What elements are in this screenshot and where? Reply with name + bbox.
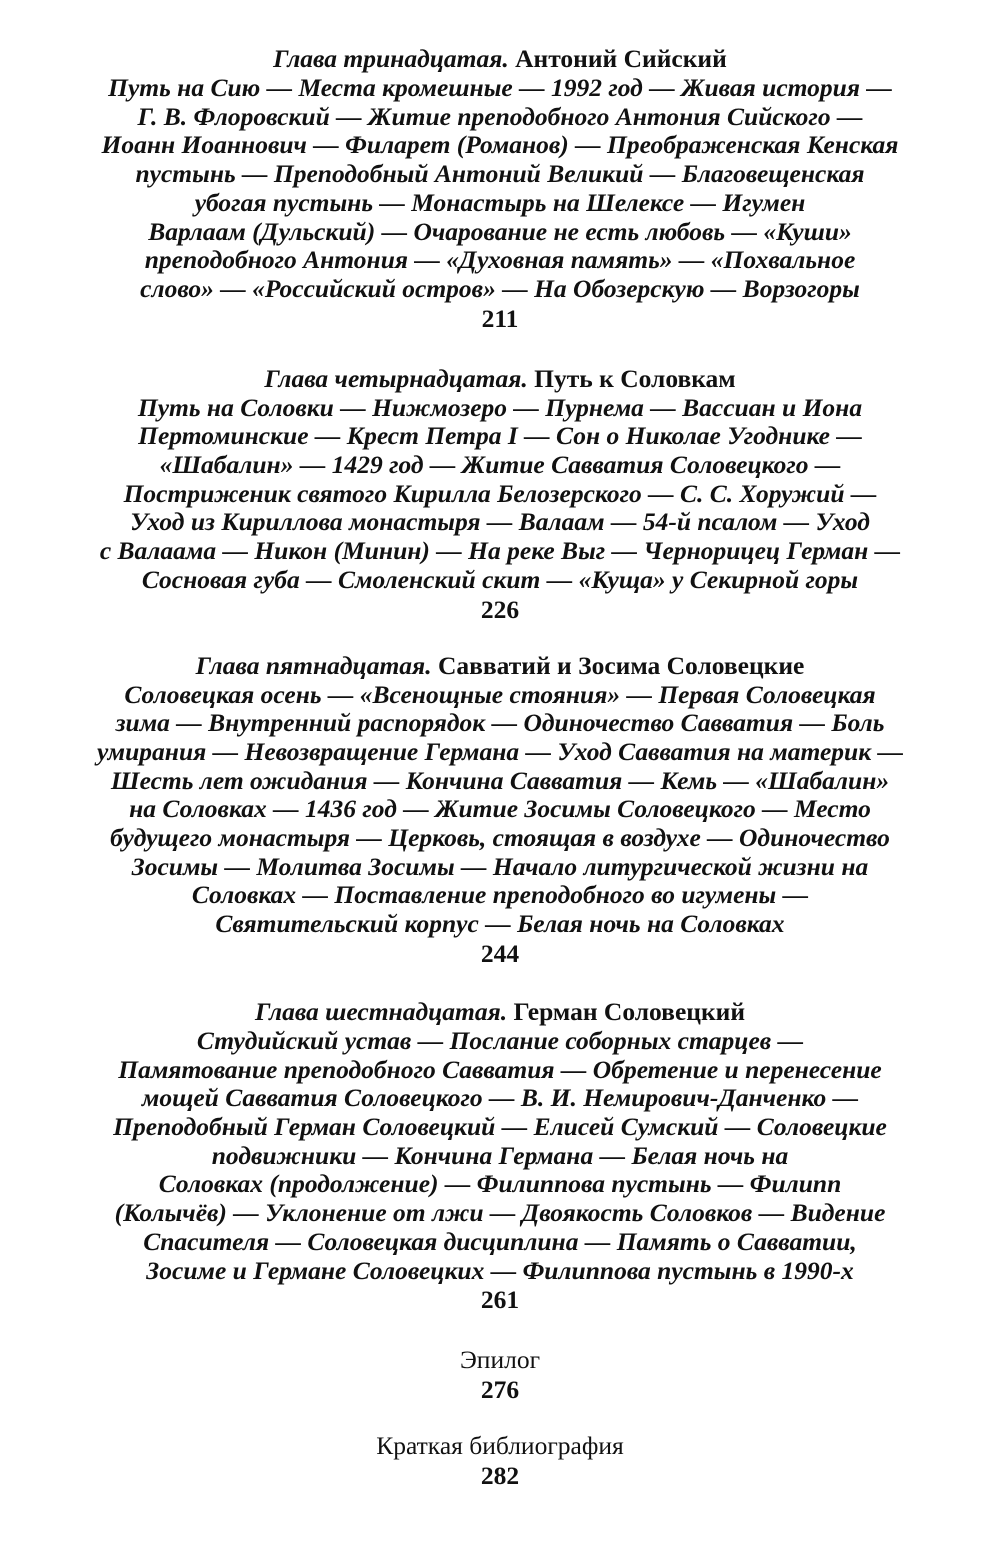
summary-line: Постриженик святого Кирилла Белозерского — С. С. Хоружий — (123, 478, 877, 508)
summary-line: Соловках (продолжение) — Филиппова пустынь — Филипп (158, 1169, 842, 1199)
summary-line: Студийский устав — Послание соборных старцев — (196, 1025, 804, 1055)
page-number: 211 (481, 303, 519, 333)
chapter-heading (50, 44, 950, 74)
summary-line: Иоанн Иоаннович — Филарет (Романов) — Преображенская Кенская (101, 130, 899, 160)
chapter-heading (50, 364, 950, 394)
summary-line: Спасителя — Соловецкая дисциплина — Память о Савватии, (143, 1226, 857, 1256)
chapter-heading (50, 651, 950, 681)
page-number: 282 (480, 1461, 520, 1491)
summary-line: с Валаама — Никон (Минин) — На реке Выг — Чернорицец Герман — (99, 536, 901, 566)
chapter-title: Герман Соловецкий (513, 996, 746, 1026)
summary-line: «Шабалин» — 1429 год — Житие Савватия Соловецкого — (159, 450, 841, 480)
summary-line: убогая пустынь — Монастырь на Шелексе — Игумен (194, 187, 806, 217)
summary-line: Зосимы — Молитва Зосимы — Начало литургической жизни на (131, 851, 869, 881)
chapter-label: Глава тринадцатая. (273, 44, 509, 73)
summary-line: Шесть лет ожидания — Кончина Савватия — Кемь — «Шабалин» (110, 765, 890, 795)
summary-line: Варлаам (Дульский) — Очарование не есть любовь — «Куши» (148, 216, 852, 246)
bibliography-title: Краткая библиография (376, 1431, 624, 1461)
epilogue-title: Эпилог (459, 1345, 541, 1375)
chapter-label: Глава четырнадцатая. (264, 363, 528, 393)
summary-line: Преподобный Герман Соловецкий — Елисей Сумский — Соловецкие (113, 1111, 887, 1141)
epilogue (50, 1345, 950, 1405)
summary-line: Путь на Соловки — Нижмозеро — Пурнема — Вассиан и Иона (137, 392, 863, 422)
summary-line: Путь на Сию — Места кромешные — 1992 год — Живая история — (108, 73, 892, 102)
chapter-label: Глава шестнадцатая. (254, 996, 508, 1026)
chapter-label: Глава пятнадцатая. (195, 650, 432, 680)
summary-line: на Соловках — 1436 год — Житие Зосимы Соловецкого — Место (129, 794, 871, 824)
chapter-heading (50, 997, 950, 1027)
chapter-summary (50, 681, 950, 939)
summary-line: (Колычёв) — Уклонение от лжи — Двоякость Соловков — Видение (114, 1198, 886, 1228)
summary-line: умирания — Невозвращение Германа — Уход Савватия на материк — (96, 736, 904, 766)
chapter-15 (50, 651, 950, 969)
chapter-13 (50, 44, 950, 334)
summary-line: пустынь — Преподобный Антоний Великий — Благовещенская (135, 159, 865, 189)
page-number: 276 (480, 1375, 520, 1405)
chapter-title: Антоний Сийский (515, 44, 727, 73)
chapter-title: Путь к Соловкам (534, 363, 736, 393)
page-number: 244 (480, 938, 520, 968)
summary-line: слово» — «Российский остров» — На Обозерскую — Ворзогоры (140, 273, 860, 303)
summary-line: Святительский корпус — Белая ночь на Соловках (215, 909, 785, 939)
page-number: 261 (480, 1285, 520, 1315)
chapter-summary (50, 1027, 950, 1285)
chapter-title: Савватий и Зосима Соловецкие (437, 650, 805, 680)
summary-line: преподобного Антония — «Духовная память» — «Похвальное (144, 245, 856, 275)
chapter-14 (50, 364, 950, 625)
summary-line: подвижники — Кончина Германа — Белая ночь на (211, 1140, 789, 1170)
chapter-summary (50, 74, 950, 304)
summary-line: Памятование преподобного Савватия — Обретение и перенесение (118, 1054, 882, 1084)
chapter-16 (50, 997, 950, 1315)
chapter-summary (50, 394, 950, 595)
summary-line: Соловках — Поставление преподобного во игумены — (191, 880, 809, 910)
summary-line: мощей Савватия Соловецкого — В. И. Немирович-Данченко — (141, 1083, 859, 1113)
summary-line: будущего монастыря — Церковь, стоящая в воздухе — Одиночество (110, 823, 890, 853)
summary-line: зима — Внутренний распорядок — Одиночество Савватия — Боль (115, 708, 885, 738)
summary-line: Соловецкая осень — «Всенощные стояния» — Первая Соловецкая (124, 679, 876, 709)
summary-line: Уход из Кириллова монастыря — Валаам — 54-й псалом — Уход (130, 507, 870, 537)
summary-line: Пертоминские — Крест Петра I — Сон о Николае Угоднике — (138, 421, 862, 451)
summary-line: Сосновая губа — Смоленский скит — «Куща» у Секирной горы (141, 564, 859, 594)
page-number: 226 (480, 594, 520, 624)
bibliography (50, 1431, 950, 1491)
summary-line: Г. В. Флоровский — Житие преподобного Антония Сийского — (137, 101, 863, 131)
summary-line: Зосиме и Германе Соловецких — Филиппова пустынь в 1990-х (146, 1255, 854, 1285)
